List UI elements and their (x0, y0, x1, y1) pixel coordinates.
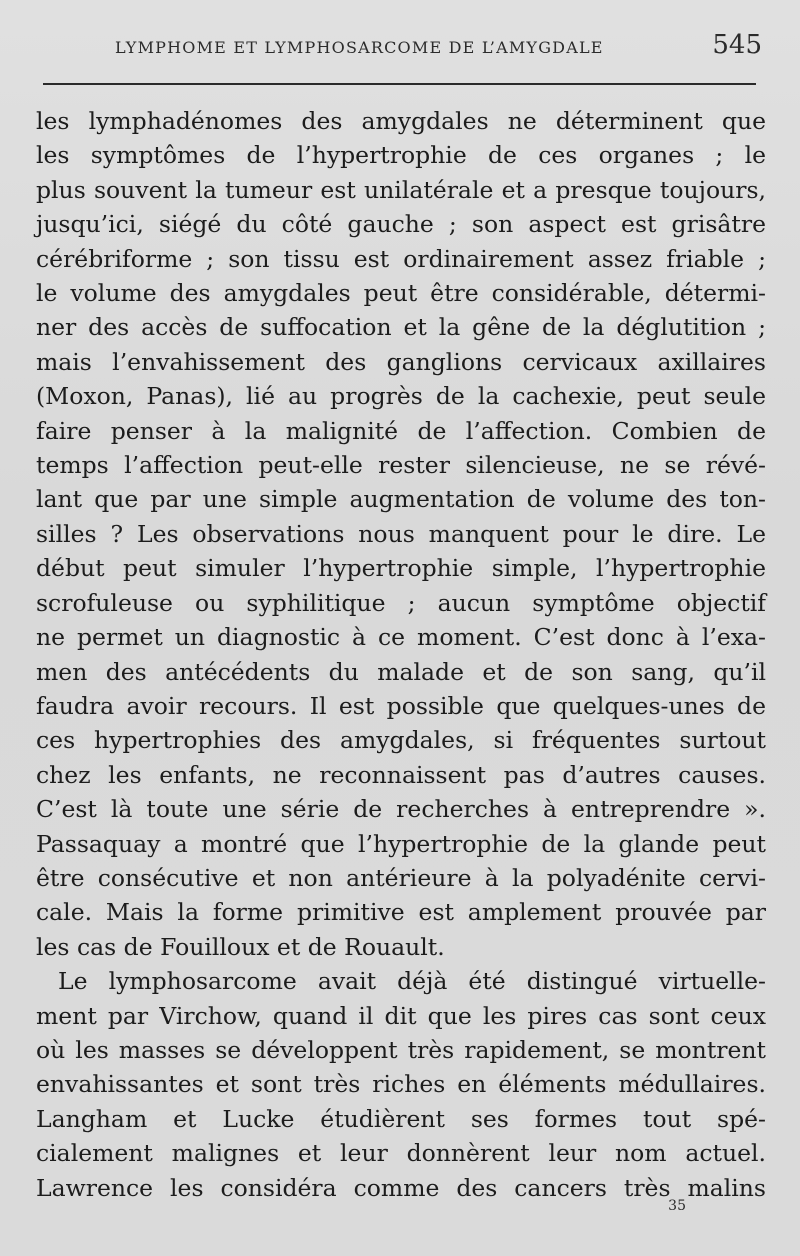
text-line: C’est là toute une série de recherches à entreprendre ». (36, 795, 766, 824)
text-line: où les masses se développent très rapidement, se montrent (36, 1035, 766, 1064)
text-line: temps l’affection peut-elle rester silencieuse, ne se révé- (36, 451, 766, 480)
text-line: ces hypertrophies des amygdales, si fréquentes surtout (36, 726, 766, 755)
text-line: silles ? Les observations nous manquent pour le dire. Le (36, 519, 766, 548)
text-line: faudra avoir recours. Il est possible que quelques-unes de (36, 691, 766, 720)
text-line: ne permet un diagnostic à ce moment. C’est donc à l’exa- (36, 623, 766, 652)
text-line: les lymphadénomes des amygdales ne déterminent que (36, 107, 766, 135)
paragraph-start-line: Le lymphosarcome avait déjà été distingué virtuelle- (58, 967, 766, 996)
text-line: jusqu’ici, siégé du côté gauche ; son aspect est grisâtre (36, 210, 766, 239)
paragraph-end-line: les cas de Fouilloux et de Rouault. (36, 932, 445, 961)
text-line: envahissantes et sont très riches en éléments médullaires. (36, 1070, 766, 1099)
text-line: être consécutive et non antérieure à la polyadénite cervi- (36, 863, 766, 892)
text-line: men des antécédents du malade et de son sang, qu’il (36, 657, 766, 686)
text-line: scrofuleuse ou syphilitique ; aucun symptôme objectif (36, 588, 766, 617)
text-line: Langham et Lucke étudièrent ses formes tout spé- (36, 1104, 766, 1133)
text-line: cialement malignes et leur donnèrent leur nom actuel. (36, 1139, 766, 1168)
body-text (36, 104, 766, 1205)
text-line: ment par Virchow, quand il dit que les pires cas sont ceux (36, 1001, 766, 1030)
text-line: Passaquay a montré que l’hypertrophie de la glande peut (36, 829, 766, 858)
text-line: chez les enfants, ne reconnaissent pas d’autres causes. (36, 760, 766, 789)
running-head: LYMPHOME ET LYMPHOSARCOME DE L’AMYGDALE (115, 38, 604, 57)
text-line: début peut simuler l’hypertrophie simple, l’hypertrophie (36, 554, 766, 583)
text-line: mais l’envahissement des ganglions cervicaux axillaires (36, 347, 766, 376)
text-line: le volume des amygdales peut être considérable, détermi- (36, 279, 766, 308)
text-line: cale. Mais la forme primitive est amplement prouvée par (36, 898, 766, 927)
text-line: ner des accès de suffocation et la gêne de la déglutition ; (36, 313, 766, 342)
text-line: les symptômes de l’hypertrophie de ces organes ; le (36, 141, 766, 170)
text-line: (Moxon, Panas), lié au progrès de la cachexie, peut seule (36, 382, 766, 411)
text-line: Lawrence les considéra comme des cancers très malins (36, 1173, 766, 1202)
text-line: plus souvent la tumeur est unilatérale et a presque toujours, (36, 175, 766, 204)
text-line: faire penser à la malignité de l’affection. Combien de (36, 416, 766, 445)
page-number: 545 (712, 30, 762, 60)
text-line: cérébriforme ; son tissu est ordinairement assez friable ; (36, 244, 766, 273)
signature-mark: 35 (668, 1198, 686, 1214)
text-line: lant que par une simple augmentation de volume des ton- (36, 485, 766, 514)
page-header (40, 30, 760, 70)
header-rule (43, 83, 756, 85)
